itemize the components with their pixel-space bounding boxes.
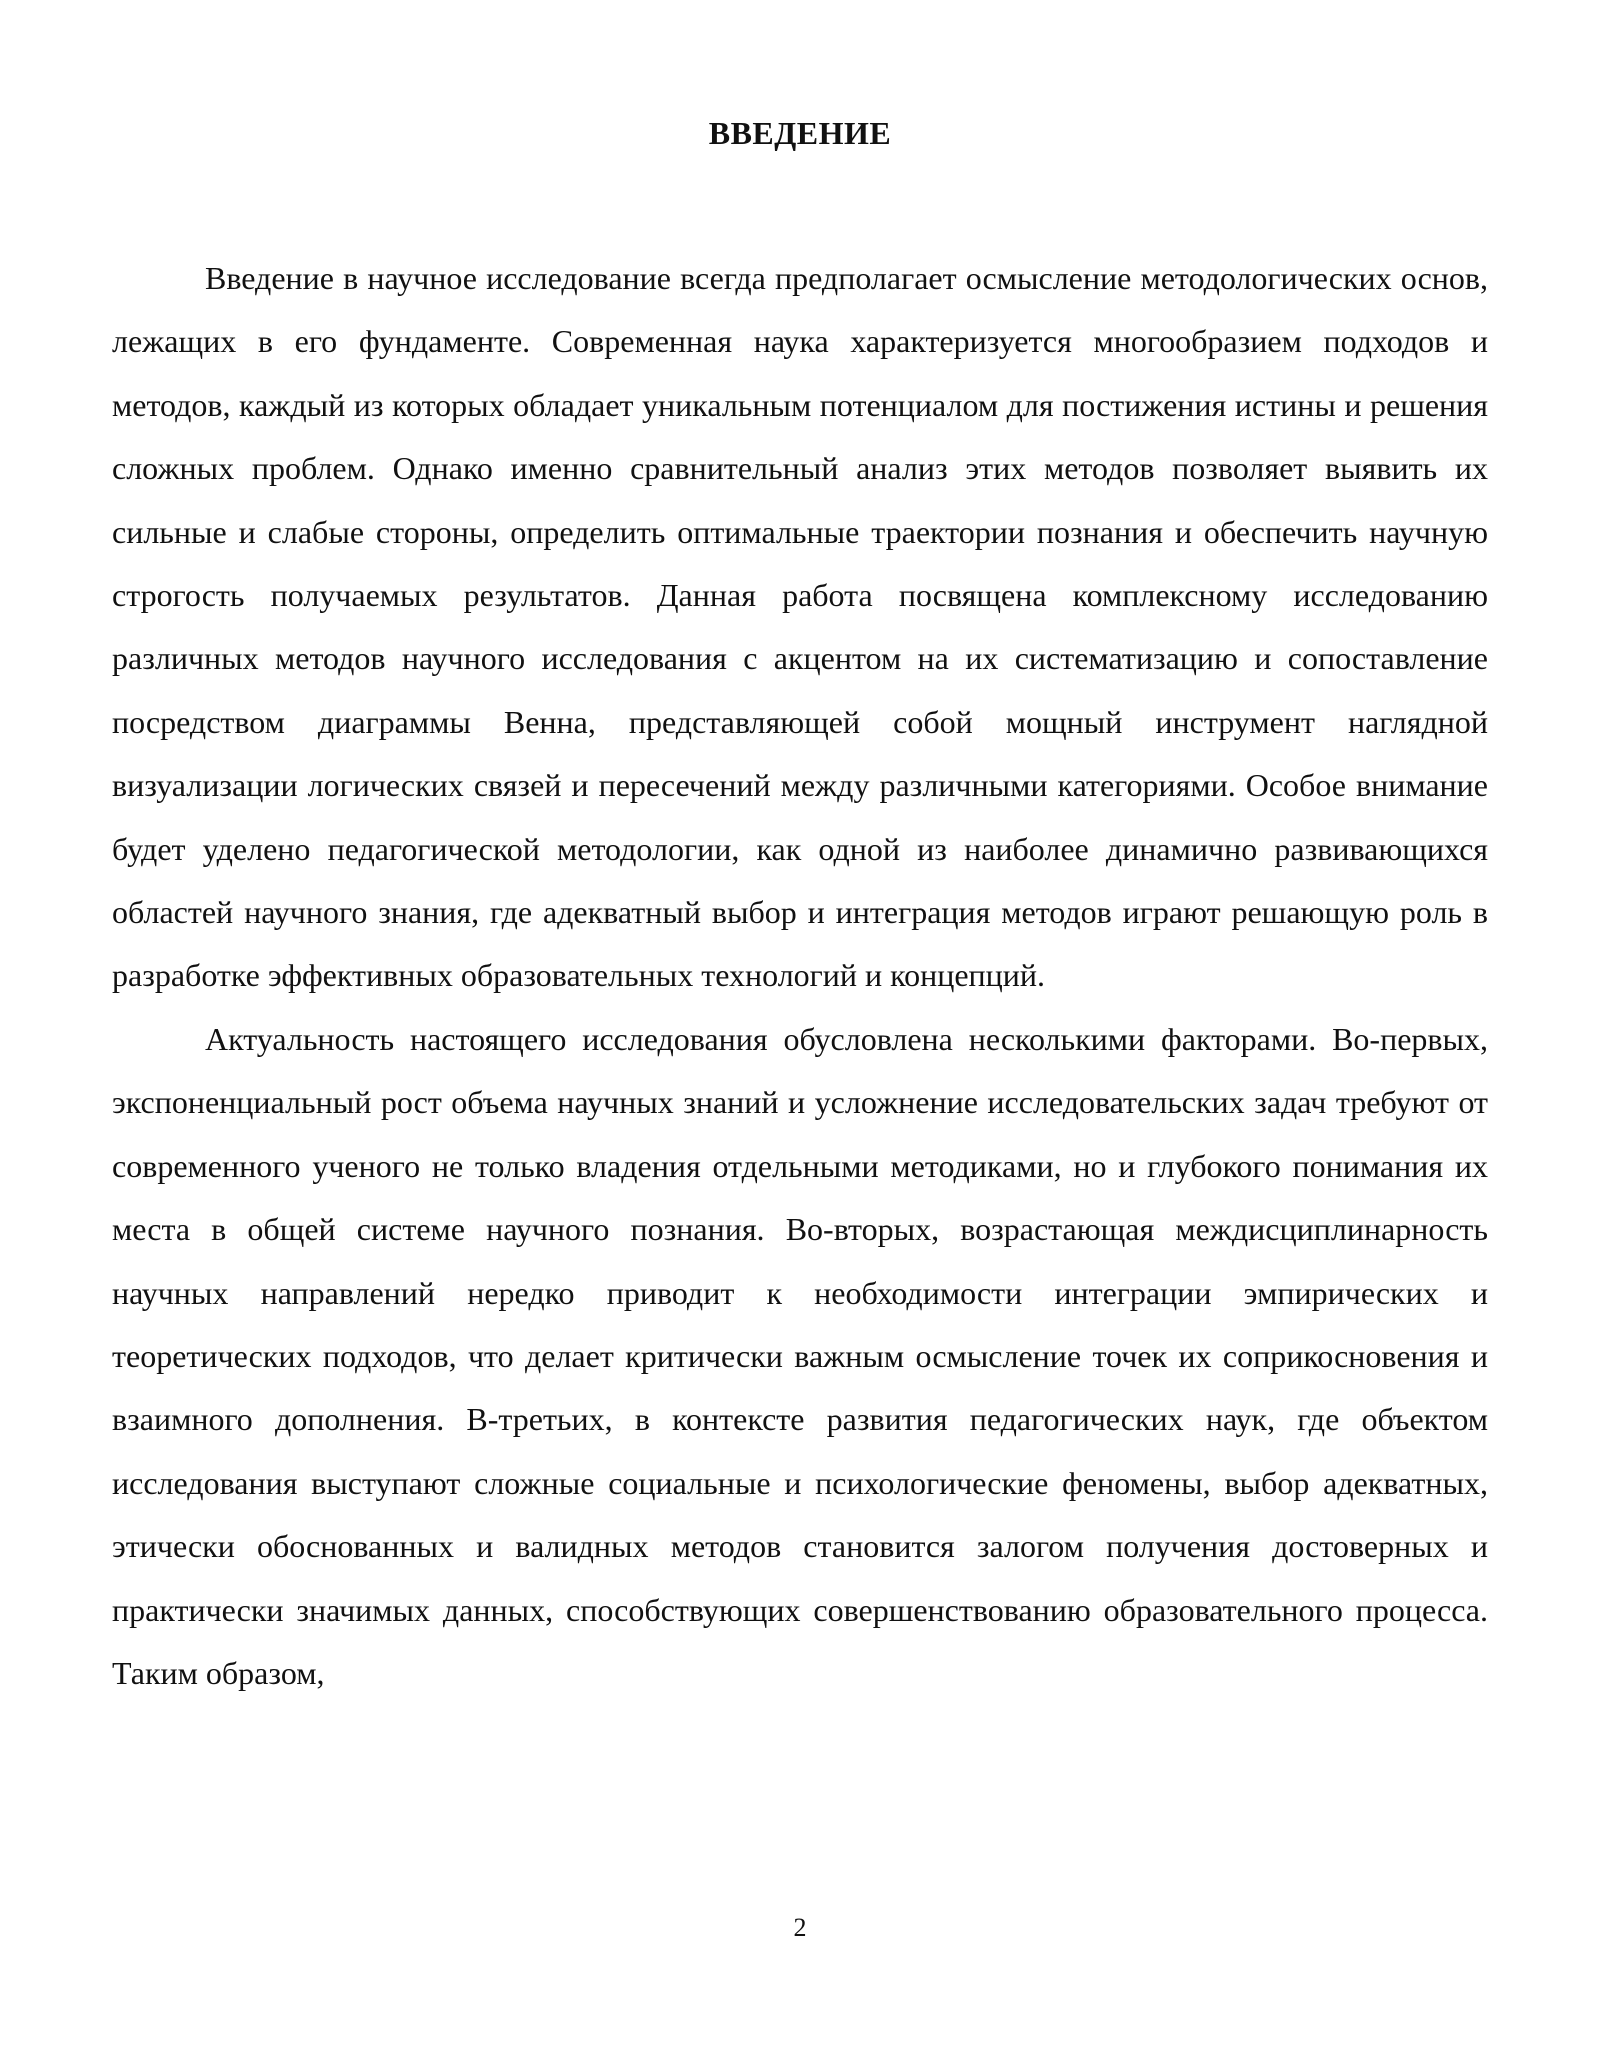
paragraph-relevance: Актуальность настоящего исследования обусловлена несколькими факторами. Во-первых, экспоненциальный рост объема научных знаний и усложнение исследовательских задач требуют от современного ученого не только владения отдельными методиками, но и глубокого понимания их места в общей системе научного познания. Во-вторых, возрастающая междисциплинарность научных направлений нередко приводит к необходимости интеграции эмпирических и теоретических подходов, что делает критически важным осмысление точек их соприкосновения и взаимного дополнения. В-третьих, в контексте развития педагогических наук, где объектом исследования выступают сложные социальные и психологические феномены, выбор адекватных, этически обоснованных и валидных методов становится залогом получения достоверных и практически значимых данных, способствующих совершенствованию образовательного процесса. Таким образом, (112, 1020, 1488, 1691)
page-number: 2 (793, 1913, 807, 1942)
paragraph-introduction: Введение в научное исследование всегда предполагает осмысление методологических основ, лежащих в его фундаменте. Современная наука характеризуется многообразием подходов и методов, каждый из которых обладает уникальным потенциалом для постижения истины и решения сложных проблем. Однако именно сравнительный анализ этих методов позволяет выявить их сильные и слабые стороны, определить оптимальные траектории познания и обеспечить научную строгость получаемых результатов. Данная работа посвящена комплексному исследованию различных методов научного исследования с акцентом на их систематизацию и сопоставление посредством диаграммы Венна, представляющей собой мощный инструмент наглядной визуализации логических связей и пересечений между различными категориями. Особое внимание будет уделено педагогической методологии, как одной из наиболее динамично развивающихся областей научного знания, где адекватный выбор и интеграция методов играют решающую роль в разработке эффективных образовательных технологий и концепций. (112, 260, 1488, 994)
section-heading: ВВЕДЕНИЕ (708, 115, 892, 151)
body-text (112, 247, 1488, 1705)
